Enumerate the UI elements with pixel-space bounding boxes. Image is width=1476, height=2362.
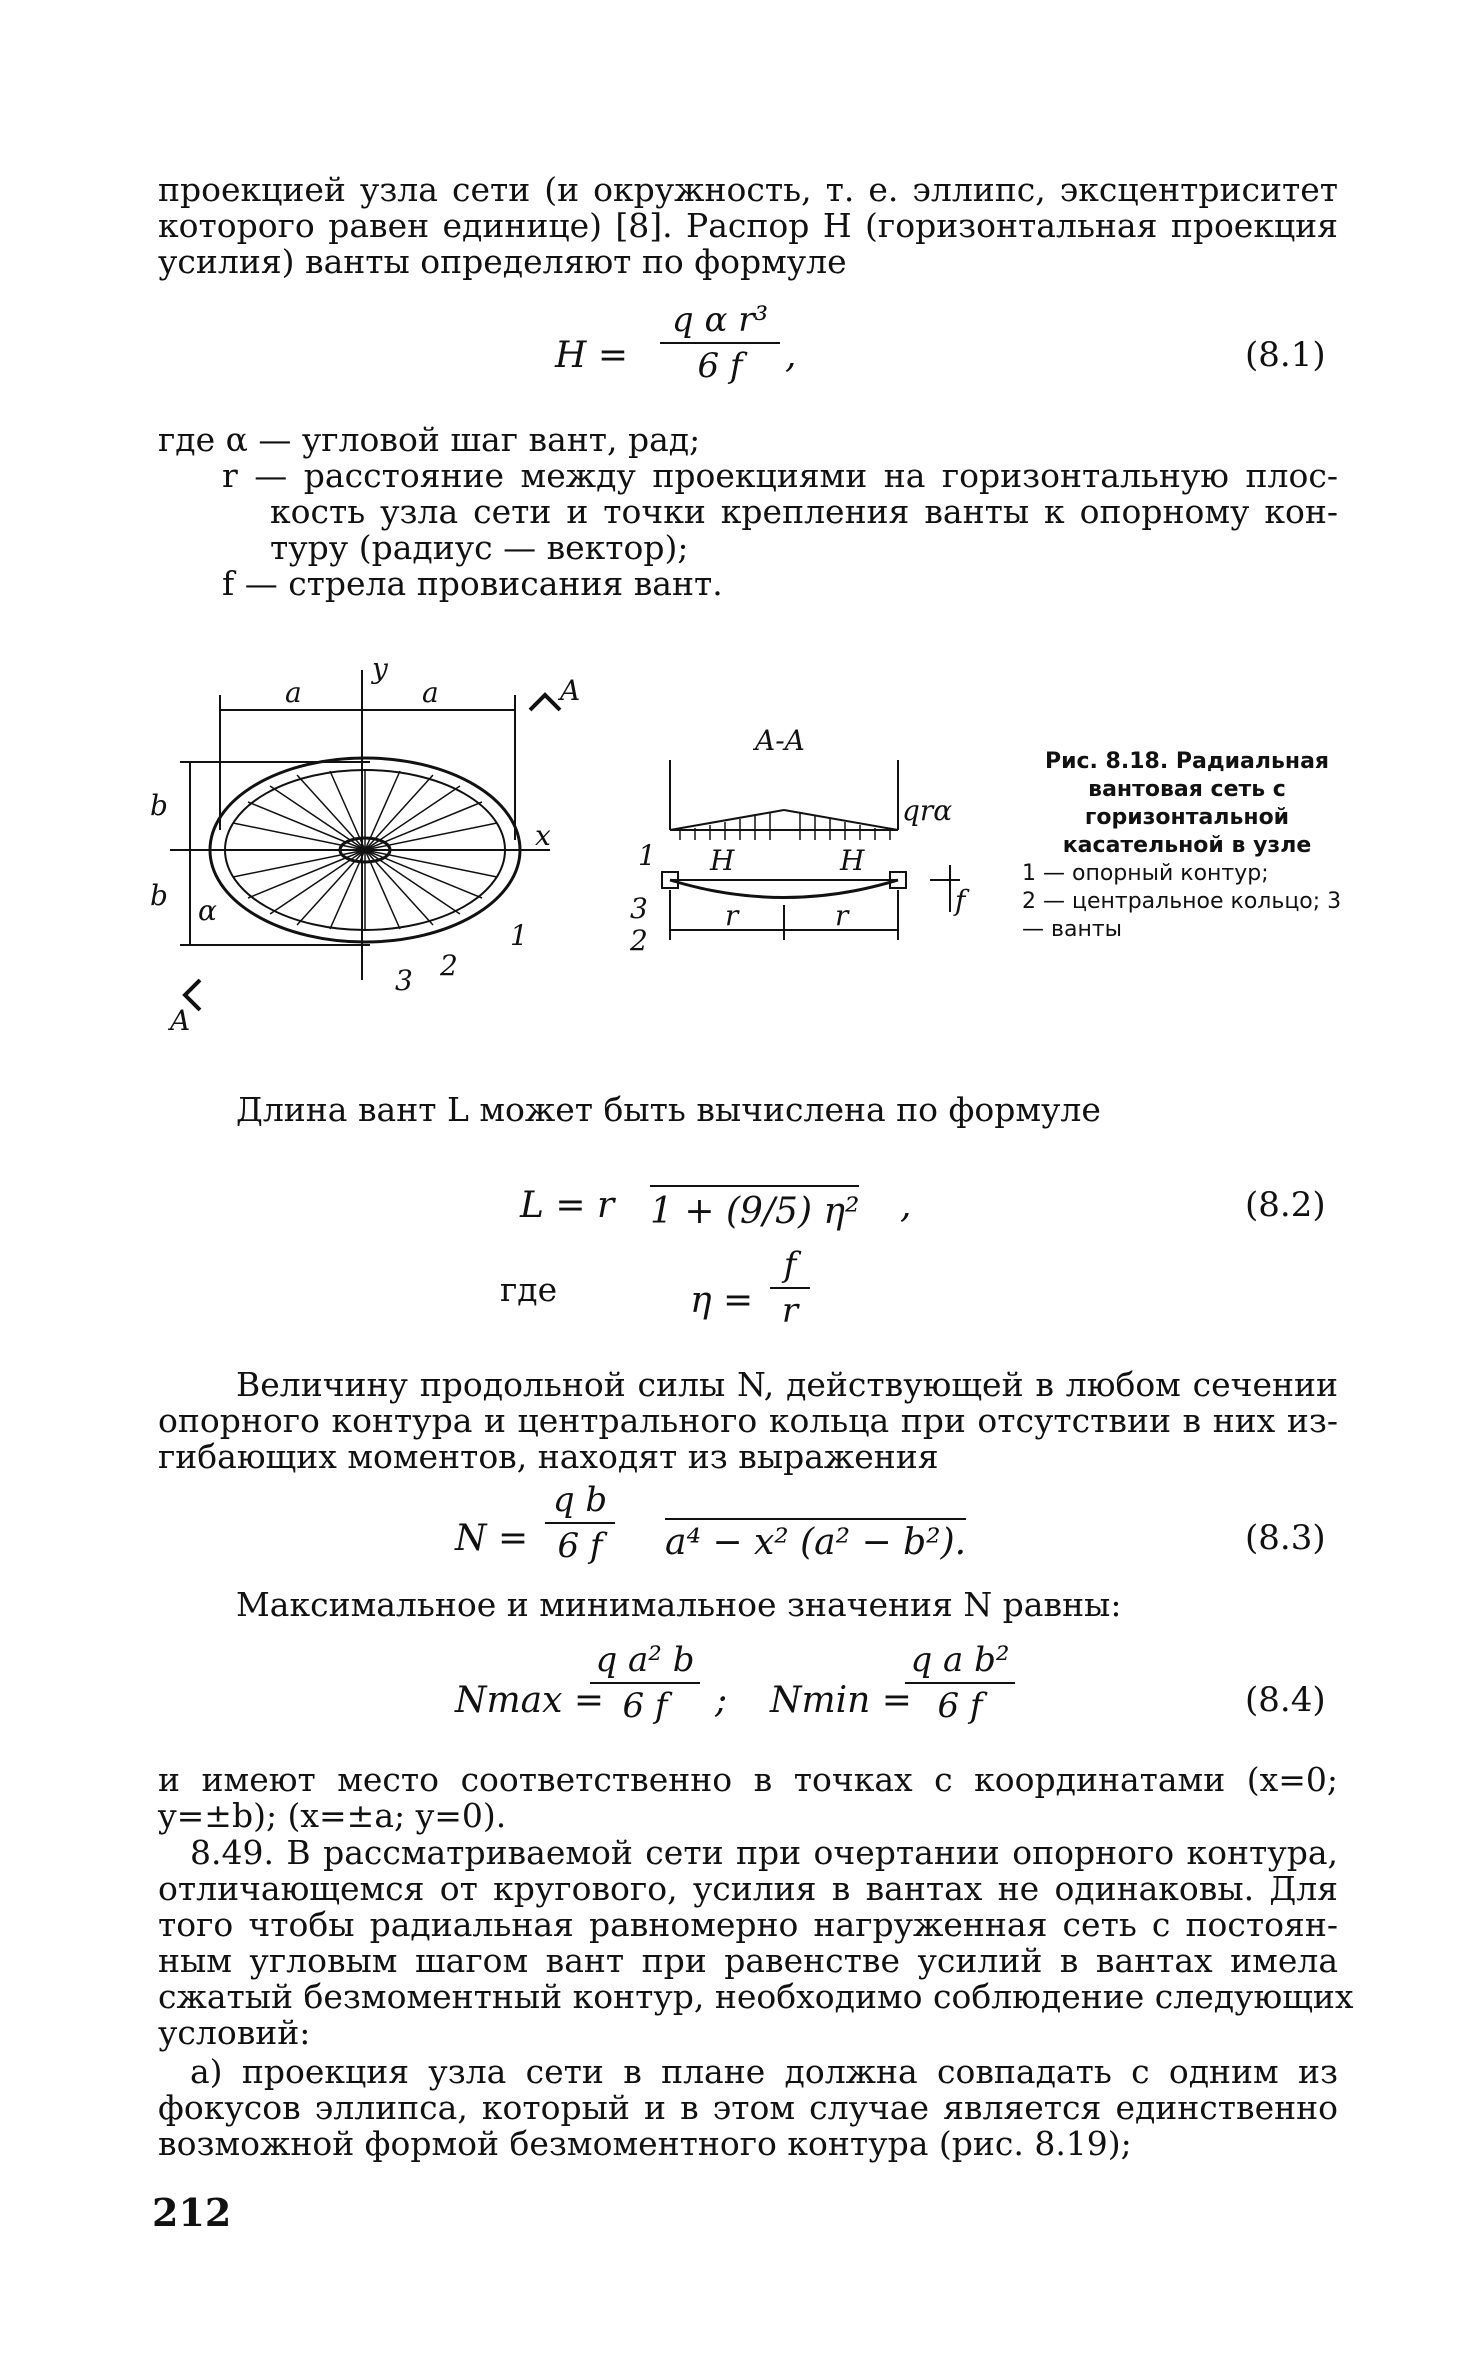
text-line: проекцией узла сети (и окружность, т. е. эллипс, эксцентриситет (158, 170, 1338, 209)
label-f: f (955, 884, 966, 917)
text-line: усилия) ванты определяют по формуле (158, 242, 847, 281)
text-line: y=±b); (x=±a; y=0). (158, 1796, 507, 1835)
label-H: H (710, 844, 735, 877)
text-line: которого равен единице) [8]. Распор H (горизонтальная проекция (158, 206, 1338, 245)
label-r: r (835, 899, 849, 932)
text-line: где α — угловой шаг вант, рад; (158, 420, 701, 459)
text-line: опорного контура и центрального кольца при отсутствии в них из- (158, 1401, 1338, 1440)
label-r: r (725, 899, 739, 932)
equation-number: (8.3) (1245, 1518, 1326, 1558)
label-3: 3 (630, 892, 648, 925)
eq1-denominator: 6 f (697, 346, 743, 386)
text-line: r — расстояние между проекциями на горизонтальную плос- (222, 456, 1338, 495)
label-a: a (422, 676, 439, 709)
label-section: A-A (755, 724, 805, 757)
text-line: отличающемся от кругового, усилия в вантах не одинаковы. Для (158, 1869, 1338, 1908)
eq1-numerator: q α r³ (671, 300, 769, 340)
figure-8-18 (150, 650, 1000, 1050)
text-line: 8.49. В рассматриваемой сети при очертании опорного контура, (190, 1833, 1338, 1872)
label-1: 1 (638, 839, 656, 872)
text-line: Длина вант L может быть вычислена по формуле (236, 1090, 1101, 1129)
text-line: кость узла сети и точки крепления ванты к опорному кон- (270, 492, 1338, 531)
text-line: того чтобы радиальная равномерно нагруженная сеть с постоян- (158, 1905, 1338, 1944)
text-line: а) проекция узла сети в плане должна совпадать с одним из (190, 2052, 1338, 2091)
label-2: 2 (440, 949, 458, 982)
text-line: туру (радиус — вектор); (270, 528, 689, 567)
text-line: фокусов эллипса, который и в этом случае является единственно (158, 2088, 1338, 2127)
label-x: x (535, 819, 551, 852)
label-1: 1 (510, 919, 528, 952)
text-line: f — стрела провисания вант. (222, 564, 723, 603)
label-b: b (150, 789, 168, 822)
text-line: Величину продольной силы N, действующей в любом сечении (236, 1365, 1338, 1404)
label-3: 3 (395, 964, 413, 997)
figure-caption: Рис. 8.18. Радиальная вантовая сеть с горизонтальной касательной в узле 1 — опорный контур; 2 — центральное кольцо; 3 — ванты (1022, 749, 1342, 942)
text-line: возможной формой безмоментного контура (рис. 8.19); (158, 2124, 1132, 2163)
equation-number: (8.2) (1245, 1185, 1326, 1225)
text-line: Максимальное и минимальное значения N равны: (236, 1585, 1122, 1624)
text-line: условий: (158, 2013, 311, 2052)
label-b: b (150, 879, 168, 912)
label-a: a (285, 676, 302, 709)
text-line: сжатый безмоментный контур, необходимо соблюдение следующих (158, 1977, 1354, 2016)
label-alpha: α (198, 894, 217, 927)
label-2: 2 (630, 924, 648, 957)
equation-number: (8.4) (1245, 1680, 1326, 1720)
label-y: y (372, 652, 388, 685)
label-qra: qrα (902, 794, 953, 827)
label-A: A (560, 674, 581, 707)
text-line: и имеют место соответственно в точках с координатами (x=0; (158, 1760, 1338, 1799)
text-line: ным угловым шагом вант при равенстве усилий в вантах имела (158, 1941, 1338, 1980)
text-line: гибающих моментов, находят из выражения (158, 1437, 939, 1476)
equation-number: (8.1) (1245, 335, 1326, 375)
label-H: H (840, 844, 865, 877)
label-A: A (170, 1004, 191, 1037)
page-number: 212 (152, 2190, 232, 2235)
